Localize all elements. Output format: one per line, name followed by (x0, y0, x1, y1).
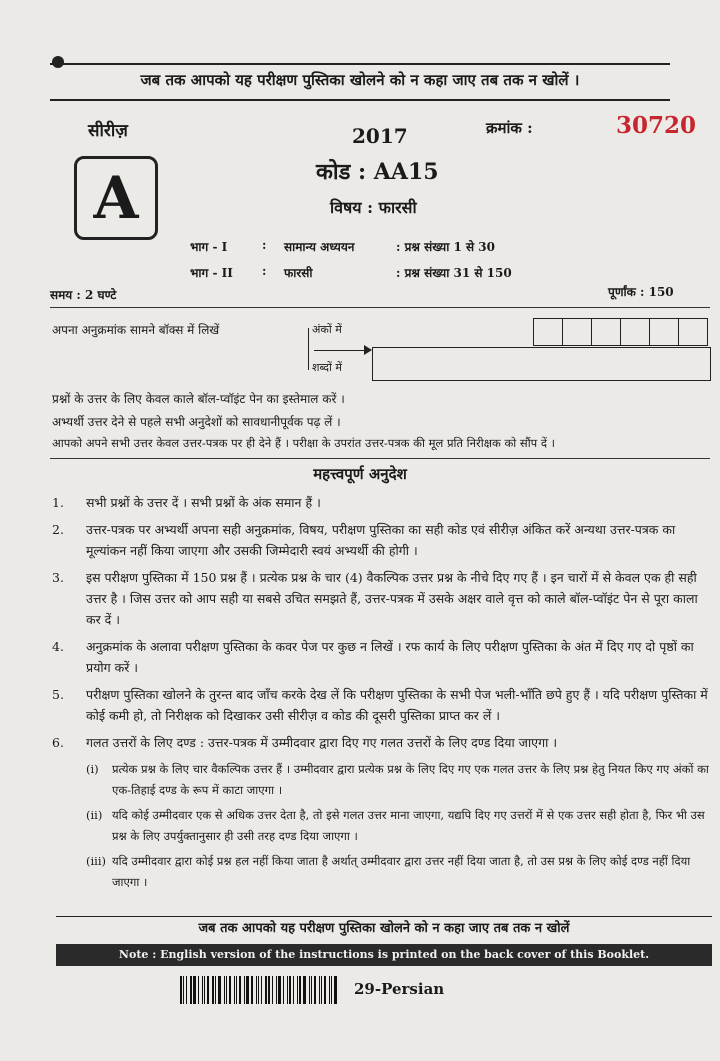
barcode-bar (236, 976, 237, 1004)
roll-number-digit-boxes[interactable] (534, 318, 708, 346)
part-1-label: भाग - I (190, 240, 228, 254)
barcode-bar (239, 976, 241, 1004)
instructions-heading: महत्त्वपूर्ण अनुदेश (313, 465, 407, 483)
penalty-text: यदि कोई उम्मीदवार एक से अधिक उत्तर देता है, तो इसे गलत उत्तर माना जाएगा, यद्यपि दिए गए उत्तरों में से एक उत्तर सही होता है, फिर भी उस प्रश्न के लिए उपर्युक्तानुसार ही उसी तरह दण्ड दिया जाएगा । (112, 808, 705, 843)
digit-box[interactable] (562, 318, 592, 346)
roll-number-prompt: अपना अनुक्रमांक सामने बॉक्स में लिखें (52, 323, 220, 337)
penalty-item (86, 759, 712, 801)
barcode-bar (297, 976, 298, 1004)
divider (50, 99, 670, 101)
barcode-bar (283, 976, 284, 1004)
penalty-item (86, 805, 712, 847)
serial-label: क्रमांक : (486, 119, 533, 137)
digit-box[interactable] (649, 318, 679, 346)
barcode-bar (268, 976, 270, 1004)
time-allowed: समय : 2 घण्टे (50, 288, 117, 302)
barcode-bar (246, 976, 249, 1004)
item-text: उत्तर-पत्रक पर अभ्यर्थी अपना सही अनुक्रमांक, विषय, परीक्षण पुस्तिका का सही कोड एवं सीरीज़ अंकित करें अन्यथा उत्तर-पत्रक का मूल्यांकन नहीं किया जाएगा और उसकी जिम्मेदारी स्वयं अभ्यर्थी की होगी । (86, 522, 676, 558)
arrow-head (364, 345, 372, 355)
item-text: सभी प्रश्नों के उत्तर दें । सभी प्रश्नों के अंक समान हैं । (86, 495, 321, 510)
penalty-number: (iii) (86, 854, 107, 868)
instructions-list (52, 492, 712, 897)
barcode-bar (311, 976, 312, 1004)
barcode-bar (258, 976, 259, 1004)
barcode-bar (293, 976, 294, 1004)
barcode-bar (314, 976, 316, 1004)
in-words-label: शब्दों में (312, 361, 342, 374)
barcode-bar (256, 976, 257, 1004)
list-item (52, 636, 712, 678)
barcode-bar (329, 976, 330, 1004)
top-instruction: जब तक आपको यह परीक्षण पुस्तिका खोलने को न कहा जाए तब तक न खोलें । (140, 71, 580, 89)
digit-box[interactable] (533, 318, 563, 346)
english-note-bar: Note : English version of the instructions is printed on the back cover of this Booklet. (56, 944, 712, 966)
item-number: 3. (52, 570, 64, 585)
divider (50, 458, 710, 459)
penalty-item (86, 851, 712, 893)
list-item (52, 519, 712, 561)
barcode-bar (212, 976, 214, 1004)
series-letter-box: A (74, 156, 158, 240)
item-number: 2. (52, 522, 64, 537)
max-marks: पूर्णांक : 150 (608, 285, 674, 299)
item-text: परीक्षण पुस्तिका खोलने के तुरन्त बाद जाँच करके देख लें कि परीक्षण पुस्तिका के सभी पेज भली-भाँति छपे हुए हैं । यदि परीक्षण पुस्तिका में कोई कमी हो, तो निरीक्षक को दिखाकर उसी सीरीज़ व कोड की दूसरी पुस्तिका प्राप्त कर लें । (86, 687, 708, 723)
list-item (52, 567, 712, 630)
barcode-bar (334, 976, 337, 1004)
barcode-bar (226, 976, 227, 1004)
part-1-range: : प्रश्न संख्या 1 से 30 (396, 240, 495, 254)
barcode-bar (251, 976, 253, 1004)
barcode-bar (204, 976, 205, 1004)
barcode-bar (229, 976, 231, 1004)
list-item (52, 684, 712, 726)
part-1-name: सामान्य अध्ययन (284, 240, 355, 254)
barcode-bar (331, 976, 332, 1004)
barcode-bar (186, 976, 187, 1004)
barcode-bar (261, 976, 262, 1004)
list-item (52, 492, 712, 513)
part-2-range: : प्रश्न संख्या 31 से 150 (396, 266, 512, 280)
barcode-bar (319, 976, 320, 1004)
digit-box[interactable] (591, 318, 621, 346)
part-2-label: भाग - II (190, 266, 233, 280)
barcode-bar (215, 976, 216, 1004)
booklet-name: 29-Persian (354, 980, 445, 998)
barcode-bar (234, 976, 235, 1004)
note-line: प्रश्नों के उत्तर के लिए केवल काले बॉल-प्वॉइंट पेन का इस्तेमाल करें । (52, 392, 345, 406)
item-text: गलत उत्तरों के लिए दण्ड : उत्तर-पत्रक में उम्मीदवार द्वारा दिए गए गलत उत्तरों के लिए दण्ड दिया जाएगा । (86, 735, 558, 750)
serial-number: 30720 (616, 112, 697, 139)
item-number: 6. (52, 735, 64, 750)
note-line: आपको अपने सभी उत्तर केवल उत्तर-पत्रक पर ही देने हैं । परीक्षा के उपरांत उत्तर-पत्रक की मूल प्रति निरीक्षक को सौंप दें । (52, 436, 555, 450)
barcode-bar (289, 976, 291, 1004)
digit-box[interactable] (620, 318, 650, 346)
barcode-bar (272, 976, 273, 1004)
item-number: 4. (52, 639, 64, 654)
arrow-line (314, 350, 370, 351)
in-digits-label: अंकों में (312, 323, 342, 336)
item-text: अनुक्रमांक के अलावा परीक्षण पुस्तिका के कवर पेज पर कुछ न लिखें । रफ कार्य के लिए परीक्षण पुस्तिका के अंत में दिए गए दो पृष्ठों का प्रयोग करें । (86, 639, 694, 675)
punch-hole-mark (52, 56, 64, 68)
barcode-bar (321, 976, 322, 1004)
penalty-text: प्रत्येक प्रश्न के लिए चार वैकल्पिक उत्तर हैं । उम्मीदवार द्वारा प्रत्येक प्रश्न के लिए दिए गए एक गलत उत्तर के लिए प्रश्न हेतु नियत किए गए अंकों का एक-तिहाई दण्ड के रूप में काटा जाएगा । (112, 762, 709, 797)
roll-number-words-box[interactable] (372, 347, 711, 381)
barcode-bar (276, 976, 277, 1004)
barcode-bar (207, 976, 209, 1004)
barcode-bar (198, 976, 199, 1004)
barcode-bar (218, 976, 221, 1004)
part-2-name: फारसी (284, 266, 313, 280)
divider (56, 916, 712, 917)
item-text: इस परीक्षण पुस्तिका में 150 प्रश्न हैं । प्रत्येक प्रश्न के चार (4) वैकल्पिक उत्तर प्रश्न के नीचे दिए गए हैं । इन चारों में से केवल एक ही सही उत्तर है । जिस उत्तर को आप सही या सबसे उचित समझते हैं, उत्तर-पत्रक में उसके अक्षर वाले वृत्त को काले बॉल-प्वॉइंट पेन से पूरा काला कर दें । (86, 570, 698, 627)
barcode-bar (180, 976, 182, 1004)
part-2-sep: : (262, 264, 267, 278)
item-number: 5. (52, 687, 64, 702)
divider (50, 307, 710, 308)
barcode-bar (278, 976, 281, 1004)
top-rule (50, 63, 670, 65)
bracket (308, 328, 319, 370)
item-number: 1. (52, 495, 64, 510)
barcode-bar (287, 976, 288, 1004)
barcode-bar (190, 976, 192, 1004)
part-1-sep: : (262, 238, 267, 252)
penalty-number: (ii) (86, 808, 103, 822)
booklet-code: कोड : AA15 (316, 159, 439, 185)
barcode-bar (193, 976, 196, 1004)
series-label: सीरीज़ (88, 121, 128, 141)
barcode-bar (303, 976, 306, 1004)
bottom-instruction: जब तक आपको यह परीक्षण पुस्तिका खोलने को न कहा जाए तब तक न खोलें (198, 921, 570, 936)
digit-box[interactable] (678, 318, 708, 346)
barcode (180, 976, 346, 1004)
note-line: अभ्यर्थी उत्तर देने से पहले सभी अनुदेशों को सावधानीपूर्वक पढ़ लें । (52, 415, 341, 429)
barcode-bar (244, 976, 245, 1004)
barcode-bar (224, 976, 225, 1004)
penalty-number: (i) (86, 762, 99, 776)
barcode-bar (183, 976, 184, 1004)
list-item (52, 732, 712, 753)
penalty-text: यदि उम्मीदवार द्वारा कोई प्रश्न हल नहीं किया जाता है अर्थात् उम्मीदवार द्वारा उत्तर नहीं दिया जाता है, तो उस प्रश्न के लिए कोई दण्ड नहीं दिया जाएगा । (112, 854, 691, 889)
exam-year: 2017 (352, 124, 408, 148)
subject: विषय : फारसी (330, 198, 417, 217)
barcode-bar (265, 976, 267, 1004)
barcode-bar (299, 976, 301, 1004)
barcode-bar (202, 976, 203, 1004)
barcode-bar (309, 976, 310, 1004)
barcode-bar (324, 976, 326, 1004)
